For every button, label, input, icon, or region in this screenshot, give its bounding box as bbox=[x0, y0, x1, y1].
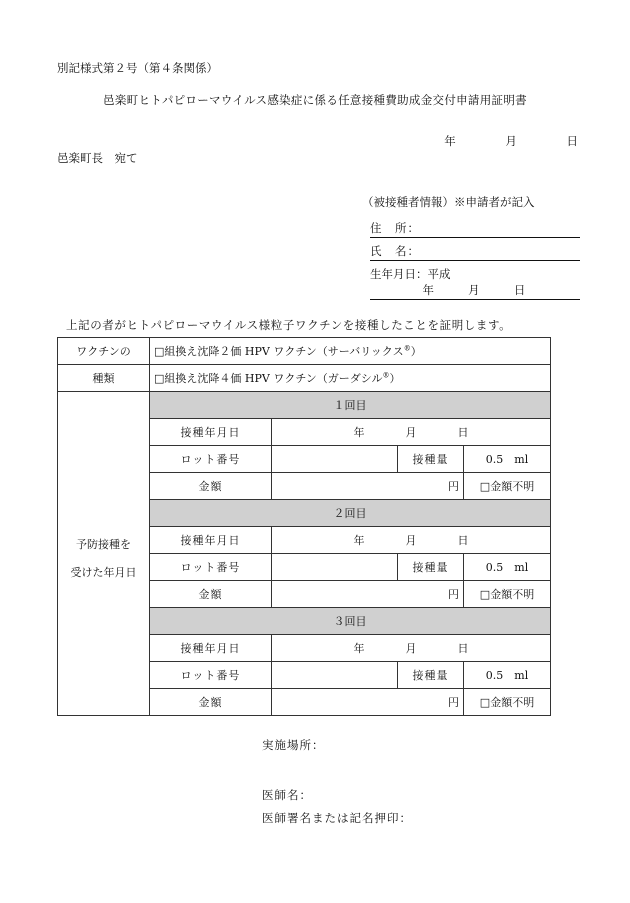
vaccine-type-label-2: 種類 bbox=[58, 365, 150, 392]
recipient-address-field[interactable] bbox=[370, 220, 580, 238]
vaccine-option-cervarix[interactable] bbox=[150, 338, 551, 365]
dose-1-amount-label: 金額 bbox=[150, 473, 272, 500]
dose-1-amount-unknown-checkbox[interactable]: □金額不明 bbox=[464, 473, 551, 500]
dob-month: 月 bbox=[468, 283, 480, 297]
dose-2-heading: ２回目 bbox=[150, 500, 551, 527]
dose-3-lot-label: ロット番号 bbox=[150, 662, 272, 689]
dose-3-day: 日 bbox=[457, 642, 469, 655]
dose-3-volume-value: 0.5 ml bbox=[464, 662, 551, 689]
vaccine-option-gardasil[interactable] bbox=[150, 365, 551, 392]
dob-ymd bbox=[392, 282, 525, 298]
registered-mark: ® bbox=[382, 371, 390, 380]
dose-dates-label-cell bbox=[58, 392, 150, 716]
dose-2-volume-label: 接種量 bbox=[398, 554, 464, 581]
dose-1-lot-field[interactable] bbox=[272, 446, 398, 473]
dose-1-heading: １回目 bbox=[150, 392, 551, 419]
close-paren: ） bbox=[410, 345, 422, 358]
dose-1-volume-value: 0.5 ml bbox=[464, 446, 551, 473]
dose-2-day: 日 bbox=[457, 534, 469, 547]
dose-1-month: 月 bbox=[405, 426, 417, 439]
close-paren: ） bbox=[389, 372, 401, 385]
issue-date-day: 日 bbox=[566, 134, 578, 148]
dose-3-amount-label: 金額 bbox=[150, 689, 272, 716]
registered-mark: ® bbox=[403, 344, 411, 353]
vaccination-place-label: 実施場所： bbox=[262, 738, 325, 752]
dose-1-volume-label: 接種量 bbox=[398, 446, 464, 473]
vaccine-option-gardasil-text: □組換え沈降４価 HPV ワクチン（ガーダシル bbox=[154, 372, 383, 385]
recipient-dob-field[interactable] bbox=[370, 266, 580, 300]
dose-2-month: 月 bbox=[405, 534, 417, 547]
dose-2-lot-label: ロット番号 bbox=[150, 554, 272, 581]
dose-3-month: 月 bbox=[405, 642, 417, 655]
dob-year: 年 bbox=[422, 283, 434, 297]
dose-dates-label-2: 受けた年月日 bbox=[70, 565, 137, 579]
dose-2-date-field[interactable] bbox=[272, 527, 551, 554]
recipient-name-field[interactable] bbox=[370, 243, 580, 261]
dob-day: 日 bbox=[513, 283, 526, 297]
dose-1-year: 年 bbox=[353, 426, 365, 439]
doctor-name-label: 医師名： bbox=[262, 788, 312, 802]
document-title: 邑楽町ヒトパピローマウイルス感染症に係る任意接種費助成金交付申請用証明書 bbox=[103, 93, 527, 107]
dose-1-date-field[interactable] bbox=[272, 419, 551, 446]
name-label: 氏 名： bbox=[370, 244, 420, 258]
issue-date-month: 月 bbox=[505, 134, 517, 148]
addressee: 邑楽町長 宛て bbox=[57, 151, 138, 165]
vaccine-type-label-1: ワクチンの bbox=[58, 338, 150, 365]
address-label: 住 所： bbox=[370, 221, 420, 235]
dose-dates-label-1: 予防接種を bbox=[76, 537, 131, 551]
dose-3-year: 年 bbox=[353, 642, 365, 655]
doctor-signature-label: 医師署名または記名押印： bbox=[262, 811, 412, 825]
dose-3-amount-unknown-checkbox[interactable]: □金額不明 bbox=[464, 689, 551, 716]
dose-3-date-field[interactable] bbox=[272, 635, 551, 662]
dose-2-date-label: 接種年月日 bbox=[150, 527, 272, 554]
dose-3-volume-label: 接種量 bbox=[398, 662, 464, 689]
dose-2-year: 年 bbox=[353, 534, 365, 547]
vaccine-option-cervarix-text: □組換え沈降２価 HPV ワクチン（サーバリックス bbox=[154, 345, 404, 358]
dose-3-lot-field[interactable] bbox=[272, 662, 398, 689]
dose-3-amount-field[interactable]: 円 bbox=[272, 689, 464, 716]
dose-2-lot-field[interactable] bbox=[272, 554, 398, 581]
recipient-info-heading: （被接種者情報）※申請者が記入 bbox=[362, 195, 535, 209]
dose-2-amount-field[interactable]: 円 bbox=[272, 581, 464, 608]
form-number: 別記様式第２号（第４条関係） bbox=[57, 61, 218, 75]
dose-2-volume-value: 0.5 ml bbox=[464, 554, 551, 581]
dose-1-amount-field[interactable]: 円 bbox=[272, 473, 464, 500]
dose-1-day: 日 bbox=[457, 426, 469, 439]
dose-1-date-label: 接種年月日 bbox=[150, 419, 272, 446]
dose-2-amount-unknown-checkbox[interactable]: □金額不明 bbox=[464, 581, 551, 608]
dose-3-heading: ３回目 bbox=[150, 608, 551, 635]
issue-date-line bbox=[416, 133, 578, 149]
dob-label: 生年月日：平成 bbox=[370, 267, 451, 281]
dose-1-lot-label: ロット番号 bbox=[150, 446, 272, 473]
issue-date-year: 年 bbox=[444, 134, 456, 148]
dose-2-amount-label: 金額 bbox=[150, 581, 272, 608]
vaccination-table bbox=[57, 337, 551, 716]
certification-text: 上記の者がヒトパピローマウイルス様粒子ワクチンを接種したことを証明します。 bbox=[66, 318, 512, 332]
dose-3-date-label: 接種年月日 bbox=[150, 635, 272, 662]
